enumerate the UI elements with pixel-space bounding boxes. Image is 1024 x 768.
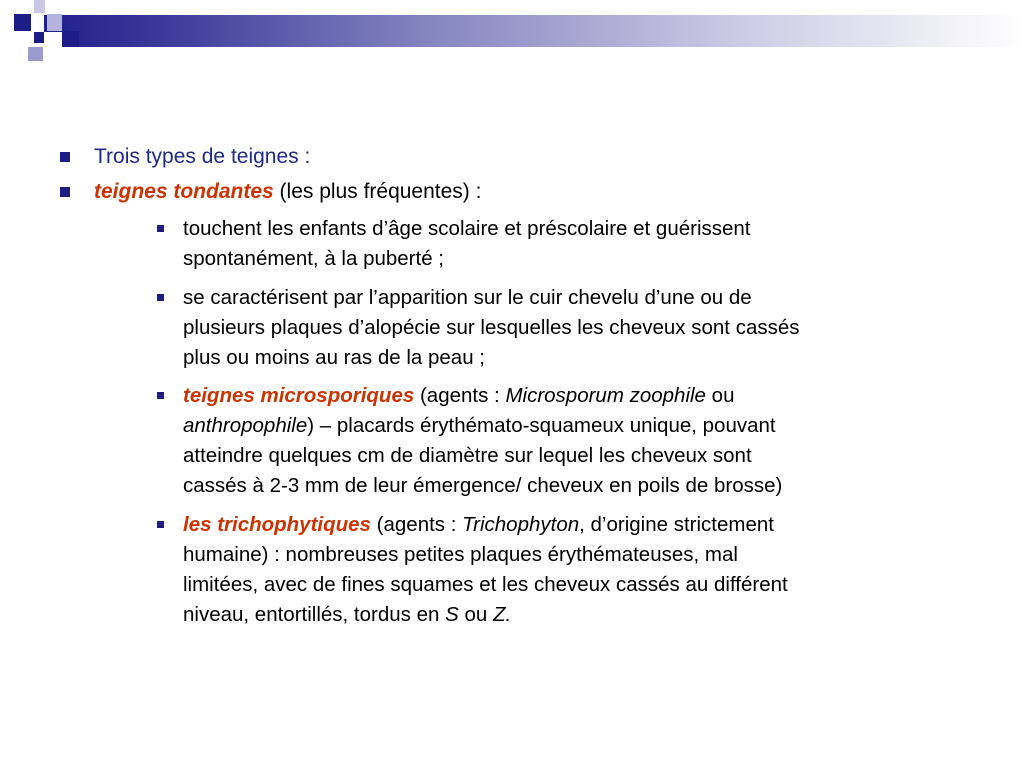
square-bullet-icon [157,225,164,232]
sub-text [183,214,963,274]
term-microsporiques: teignes microsporiques [183,384,415,407]
text-line [183,381,963,411]
text-line: plusieurs plaques d’alopécie sur lesquelles les cheveux sont cassés [183,316,800,339]
text-line: atteindre quelques cm de diamètre sur lequel les cheveux sont [183,444,752,467]
decor-square [44,32,62,47]
text-line: humaine) : nombreuses petites plaques érythémateuses, mal [183,543,738,566]
text-segment: niveau, entortillés, tordus en [183,603,446,626]
agent-name: Microsporum zoophile [505,384,706,407]
letter-z: Z. [493,603,512,626]
decor-square [34,32,44,43]
sub-text [183,381,963,501]
text-line [183,510,963,540]
square-bullet-icon [60,187,70,197]
description: , d’origine strictement [579,513,774,536]
bullet-rest: (les plus fréquentes) : [273,180,482,203]
sub-text [183,510,963,630]
text-line: touchent les enfants d’âge scolaire et préscolaire et guérissent [183,217,751,240]
decor-square [28,47,43,61]
conjunction: ou [458,603,493,626]
decor-square [14,14,31,31]
decor-square [34,0,45,13]
text-line: cassés à 2-3 mm de leur émergence/ cheveux en poils de brosse) [183,474,783,497]
text-line: limitées, avec de fines squames et les cheveux cassés au différent [183,573,788,596]
bullet-text: Trois types de teignes : [94,145,311,168]
description: ) – placards érythémato-squameux unique, pouvant [307,414,776,437]
text-line: spontanément, à la puberté ; [183,247,444,270]
term-trichophytiques: les trichophytiques [183,513,371,536]
text-line: se caractérisent par l’apparition sur le cuir chevelu d’une ou de [183,286,752,309]
agents-label: (agents : [370,513,463,536]
square-bullet-icon [60,152,70,162]
square-bullet-icon [157,392,164,399]
sub-text [183,283,963,373]
square-bullet-icon [157,294,164,301]
header-gradient-bar [44,15,1024,47]
text-line: plus ou moins au ras de la peau ; [183,346,485,369]
agent-name: Trichophyton [462,513,580,536]
square-bullet-icon [157,521,164,528]
bullet-text [94,177,481,207]
decor-square [47,14,62,31]
text-line [183,411,963,441]
agent-name: anthropophile [183,414,308,437]
decor-square [62,31,79,47]
letter-s: S [445,603,459,626]
agents-label: (agents : [414,384,506,407]
conjunction: ou [705,384,735,407]
term-tondantes: teignes tondantes [94,180,274,203]
text-line [183,600,963,630]
